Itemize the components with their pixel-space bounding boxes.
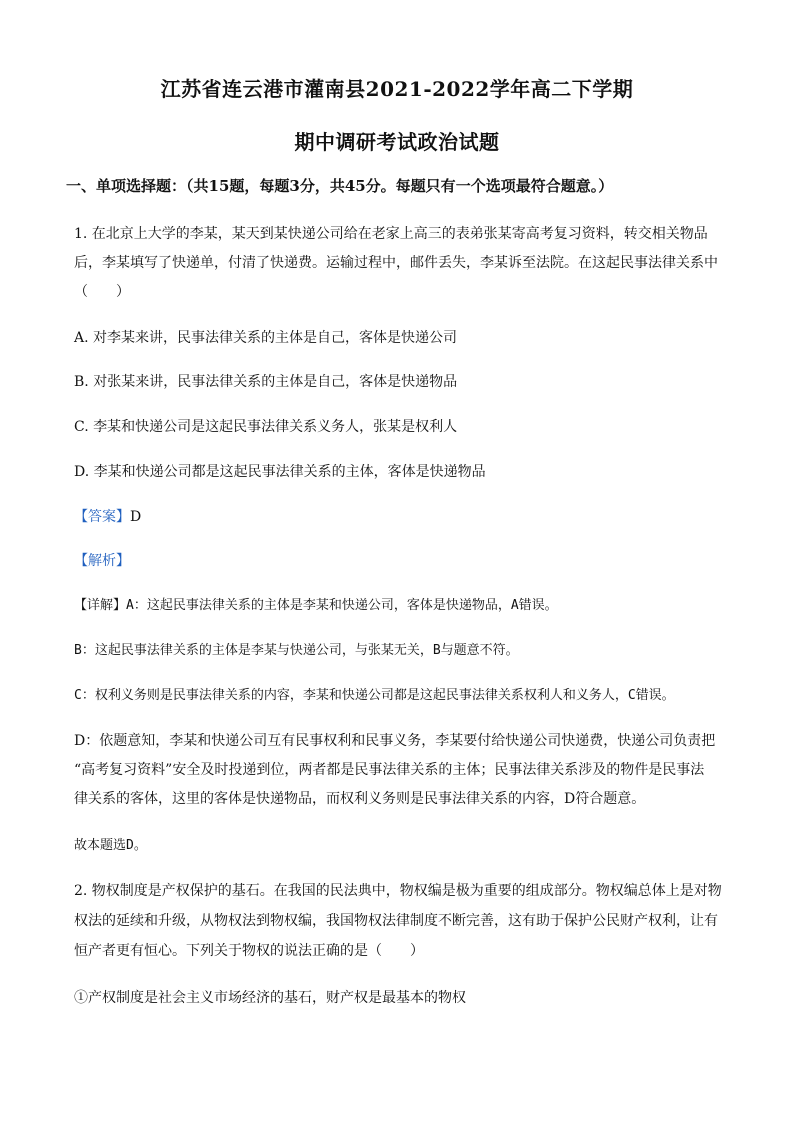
q1-detail-b: B：这起民事法律关系的主体是李某与快递公司，与张某无关，B与题意不符。 <box>74 643 519 658</box>
q1-option-b: B. 对张某来讲，民事法律关系的主体是自己，客体是快递物品 <box>74 374 458 390</box>
q1-option-d: D. 李某和快递公司都是这起民事法律关系的主体，客体是快递物品 <box>74 464 486 480</box>
q1-stem-line2: 后，李某填写了快递单，付清了快递费。运输过程中，邮件丢失，李某诉至法院。在这起民事法律关系中 <box>74 255 718 271</box>
q1-answer-row <box>74 507 734 527</box>
q1-stem-line1: 1. 在北京上大学的李某，某天到某快递公司给在老家上高三的表弟张某寄高考复习资料，转交相关物品 <box>74 226 708 242</box>
detail-a: A：这起民事法律关系的主体是李某和快递公司，客体是快递物品，A错误。 <box>126 598 558 613</box>
q1-stem-line3: （ ） <box>74 284 130 300</box>
q2-stem-line1: 2. 物权制度是产权保护的基石。在我国的民法典中，物权编是极为重要的组成部分。物权编总体上是对物 <box>74 883 722 899</box>
answer-tag: 【答案】 <box>74 509 130 525</box>
q1-detail-a-row <box>74 596 734 616</box>
section-heading: 一、单项选择题：（共15题，每题3分，共45分。每题只有一个选项最符合题意。） <box>66 177 614 195</box>
document-title-line1: 江苏省连云港市灌南县2021-2022学年高二下学期 <box>160 77 634 101</box>
q2-item-1: ①产权制度是社会主义市场经济的基石，财产权是最基本的物权 <box>74 990 466 1006</box>
q1-detail-c: C：权利义务则是民事法律关系的内容，李某和快递公司都是这起民事法律关系权利人和义务人，C错误。 <box>74 688 675 703</box>
q1-analysis-row <box>74 551 734 571</box>
q1-detail-d-line2: “高考复习资料”安全及时投递到位，两者都是民事法律关系的主体；民事法律关系涉及的物件是民事法 <box>74 762 705 778</box>
q1-detail-d-line3: 律关系的客体，这里的客体是快递物品，而权利义务则是民事法律关系的内容，D符合题意。 <box>74 791 646 807</box>
analysis-tag: 【解析】 <box>74 553 130 569</box>
q1-conclusion: 故本题选D。 <box>74 838 147 853</box>
q1-detail-d-line1: D：依题意知，李某和快递公司互有民事权利和民事义务，李某要付给快递公司快递费，快递公司负责把 <box>74 733 716 749</box>
q1-option-c: C. 李某和快递公司是这起民事法律关系义务人，张某是权利人 <box>74 419 458 435</box>
detail-tag: 【详解】 <box>74 598 127 613</box>
q2-stem-line2: 权法的延续和升级，从物权法到物权编，我国物权法律制度不断完善，这有助于保护公民财产权利，让有 <box>74 913 718 929</box>
document-title-line2: 期中调研考试政治试题 <box>294 130 500 154</box>
q2-stem-line3: 恒产者更有恒心。下列关于物权的说法正确的是（ ） <box>74 943 424 959</box>
answer-value: D <box>130 509 142 525</box>
q1-option-a: A. 对李某来讲，民事法律关系的主体是自己，客体是快递公司 <box>74 330 458 346</box>
